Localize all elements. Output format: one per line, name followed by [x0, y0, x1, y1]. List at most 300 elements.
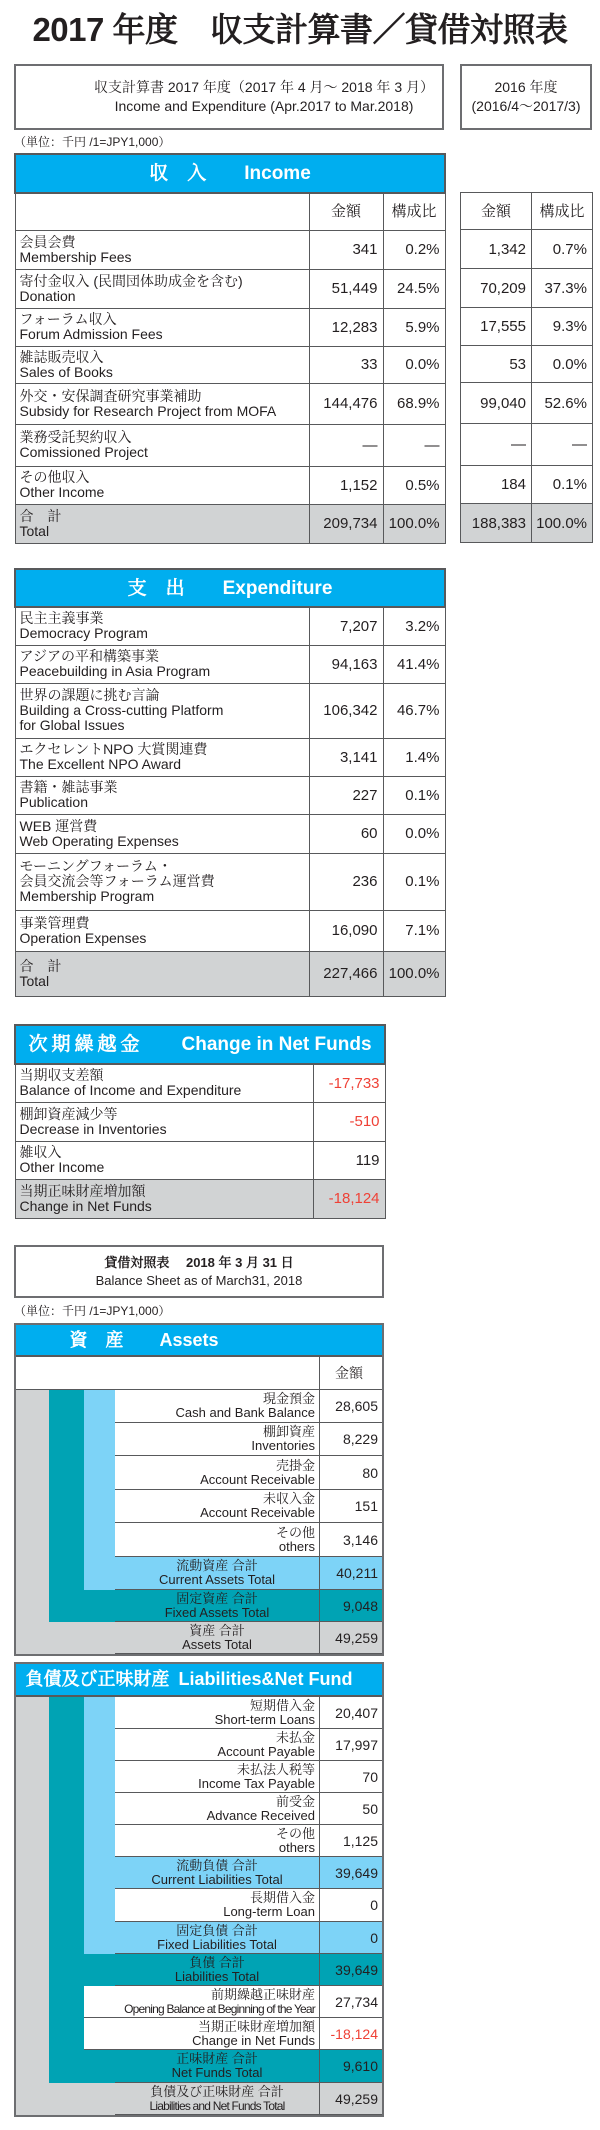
income-title-bar	[15, 154, 445, 193]
balance-label-en: others	[278, 1839, 315, 1855]
income-ratio: 24.5%	[383, 269, 445, 308]
indent-band	[84, 1390, 115, 1423]
indent-band	[49, 1729, 84, 1761]
balance-label-jp: 固定負債 合計	[176, 1922, 258, 1938]
income-title-en: Income	[244, 163, 311, 184]
expenditure-ratio: 41.4%	[383, 645, 445, 683]
prev-amount: 70,209	[461, 269, 532, 308]
indent-band	[16, 1954, 49, 1986]
balance-label	[115, 2083, 319, 2115]
expenditure-label	[15, 814, 309, 853]
income-row	[15, 269, 445, 308]
expenditure-total-row	[15, 951, 445, 996]
balance-amount: 20,407	[319, 1697, 382, 1729]
balance-label-en: Net Funds Total	[171, 2065, 263, 2080]
prev-amount: 53	[461, 346, 532, 383]
balance-label	[115, 1523, 319, 1557]
indent-band	[49, 1490, 84, 1523]
indent-band	[16, 1590, 49, 1622]
prev-ratio: 0.0%	[532, 346, 593, 383]
indent-band	[16, 1423, 49, 1456]
balance-label	[115, 1761, 319, 1793]
income-prev-row	[461, 424, 593, 466]
prev-ratio: —	[532, 424, 593, 466]
balance-label-jp: 未払法人税等	[236, 1761, 315, 1777]
income-amount: 33	[309, 346, 383, 383]
prev-ratio: 0.7%	[532, 230, 593, 269]
prev-amount: 17,555	[461, 308, 532, 346]
balance-amount: 49,259	[319, 2083, 382, 2115]
balance-label	[115, 1590, 319, 1622]
assets-table	[14, 1323, 384, 1656]
income-label-jp: 雑誌販売収入	[19, 348, 104, 365]
balance-label-jp: その他	[275, 1825, 315, 1841]
balance-amount: 50	[319, 1793, 382, 1825]
indent-band	[49, 1697, 84, 1729]
indent-band	[49, 1922, 84, 1954]
col-ratio: 構成比	[383, 193, 445, 230]
balance-label	[115, 1557, 319, 1590]
net-funds-total-row	[15, 1179, 385, 1218]
income-prev-row	[461, 346, 593, 383]
income-total-label-en: Total	[19, 522, 50, 539]
net-funds-amount: -510	[313, 1102, 385, 1141]
income-label	[15, 308, 309, 346]
balance-row-item	[16, 1729, 382, 1761]
indent-band	[49, 1857, 84, 1889]
expenditure-row	[15, 814, 445, 853]
prev-amount: 1,342	[461, 230, 532, 269]
balance-amount: 17,997	[319, 1729, 382, 1761]
expenditure-label-en: Peacebuilding in Asia Program	[19, 663, 211, 679]
expenditure-label-en: The Excellent NPO Award	[19, 756, 182, 772]
expenditure-row	[15, 645, 445, 683]
expenditure-label	[15, 645, 309, 683]
balance-sheet-title-en: Balance Sheet as of March31, 2018	[95, 1272, 303, 1288]
income-label-jp: 会員会費	[19, 233, 76, 250]
expenditure-label-jp: WEB 運営費	[19, 817, 98, 834]
income-label-en: Subsidy for Research Project from MOFA	[19, 402, 277, 419]
indent-band	[16, 2083, 49, 2115]
net-funds-label	[15, 1102, 313, 1141]
balance-row-net-item	[16, 1986, 382, 2018]
income-statement-header	[14, 64, 444, 130]
income-prev-row	[461, 230, 593, 269]
indent-band	[84, 1697, 115, 1729]
expenditure-total-label	[15, 951, 309, 996]
net-funds-label-jp: 棚卸資産減少等	[19, 1105, 118, 1122]
expenditure-label	[15, 683, 309, 738]
balance-amount: 8,229	[319, 1423, 382, 1456]
income-total-label-jp: 合 計	[19, 507, 62, 524]
balance-row-item	[16, 1390, 382, 1423]
balance-amount: 39,649	[319, 1857, 382, 1889]
net-funds-table	[14, 1024, 386, 1219]
balance-row-item	[16, 1825, 382, 1857]
balance-label-en: Current Liabilities Total	[151, 1871, 283, 1887]
balance-row-lb-total	[16, 1557, 382, 1590]
balance-label-en: Inventories	[251, 1438, 315, 1453]
balance-row-item	[16, 1490, 382, 1523]
income-amount: 341	[309, 230, 383, 269]
income-label-jp: 外交・安保調査研究事業補助	[19, 387, 202, 404]
balance-label-en: Change in Net Funds	[192, 2032, 315, 2048]
balance-row-grand	[16, 2083, 382, 2115]
balance-amount: 40,211	[319, 1557, 382, 1590]
balance-sheet-header	[14, 1245, 384, 1298]
prev-total-ratio: 100.0%	[532, 504, 593, 543]
balance-label-jp: 正味財産 合計	[176, 2051, 258, 2066]
indent-band	[16, 1986, 49, 2018]
indent-band	[16, 1761, 49, 1793]
balance-label-jp: 現金預金	[262, 1391, 315, 1406]
income-amount: 12,283	[309, 308, 383, 346]
balance-amount: 80	[319, 1456, 382, 1490]
income-amount: 144,476	[309, 383, 383, 424]
expenditure-label-en: Building a Cross-cutting Platform	[19, 702, 224, 718]
indent-band	[16, 1490, 49, 1523]
income-ratio: 0.5%	[383, 466, 445, 504]
indent-band	[16, 1456, 49, 1490]
income-label	[15, 269, 309, 308]
expenditure-amount: 227	[309, 776, 383, 814]
income-ratio: 68.9%	[383, 383, 445, 424]
expenditure-label	[15, 607, 309, 645]
expenditure-amount: 16,090	[309, 910, 383, 951]
income-total-ratio: 100.0%	[383, 504, 445, 543]
indent-band	[16, 1889, 49, 1922]
expenditure-label-en: Membership Program	[19, 888, 155, 904]
income-title-jp: 収 入	[149, 163, 207, 184]
balance-label-en: Account Payable	[217, 1743, 315, 1759]
indent-band	[49, 2083, 84, 2115]
balance-row-grand	[16, 1622, 382, 1654]
indent-band	[16, 1825, 49, 1857]
net-funds-label	[15, 1064, 313, 1102]
indent-band	[84, 2050, 115, 2083]
prev-amount: 99,040	[461, 383, 532, 424]
balance-label	[115, 1697, 319, 1729]
indent-band	[49, 1825, 84, 1857]
income-prev-row	[461, 269, 593, 308]
balance-label-jp: 固定資産 合計	[176, 1590, 258, 1606]
income-row	[15, 383, 445, 424]
balance-row-lb-total	[16, 1857, 382, 1889]
balance-label-en: Cash and Bank Balance	[175, 1405, 315, 1420]
indent-band	[84, 1557, 115, 1590]
expenditure-label-en: Web Operating Expenses	[19, 832, 179, 849]
balance-label	[115, 1793, 319, 1825]
indent-band	[16, 1793, 49, 1825]
expenditure-row	[15, 683, 445, 738]
balance-label	[115, 1954, 319, 1986]
income-ratio: 5.9%	[383, 308, 445, 346]
balance-label-en: others	[278, 1538, 315, 1554]
balance-label-en: Current Assets Total	[158, 1572, 276, 1587]
income-total-label	[15, 504, 309, 543]
liabilities-title-jp: 負債及び正味財産	[25, 1669, 170, 1689]
prev-col-ratio: 構成比	[532, 193, 593, 230]
balance-label-en: Income Tax Payable	[198, 1775, 315, 1791]
net-funds-title-bar	[15, 1025, 385, 1064]
expenditure-table	[14, 568, 446, 997]
indent-band	[84, 1889, 115, 1922]
indent-band	[16, 2018, 49, 2050]
balance-label-en: Fixed Liabilities Total	[157, 1936, 277, 1952]
prev-col-amount: 金額	[461, 193, 532, 230]
balance-label-en: Long-term Loan	[223, 1904, 315, 1919]
indent-band	[84, 1825, 115, 1857]
indent-band	[49, 1557, 84, 1590]
income-label	[15, 230, 309, 269]
indent-band	[16, 1729, 49, 1761]
balance-label-jp: 未払金	[275, 1729, 315, 1745]
balance-label-jp: 負債 合計	[189, 1954, 245, 1970]
net-funds-label	[15, 1141, 313, 1179]
indent-band	[84, 1456, 115, 1490]
income-prev-year-table	[460, 192, 593, 543]
expenditure-row	[15, 607, 445, 645]
income-prev-row	[461, 383, 593, 424]
expenditure-row	[15, 776, 445, 814]
income-label	[15, 383, 309, 424]
expenditure-ratio: 0.0%	[383, 814, 445, 853]
net-funds-label-en: Change in Net Funds	[19, 1197, 152, 1214]
income-amount: 1,152	[309, 466, 383, 504]
balance-label-jp: 売掛金	[275, 1457, 315, 1473]
indent-band	[49, 1622, 84, 1654]
liabilities-title-bar	[16, 1664, 382, 1697]
balance-row-item	[16, 1523, 382, 1557]
balance-amount: 151	[319, 1490, 382, 1523]
balance-label	[115, 2050, 319, 2083]
prev-ratio: 0.1%	[532, 466, 593, 504]
balance-label-jp: 前期繰越正味財産	[210, 1986, 315, 2002]
net-funds-row	[15, 1141, 385, 1179]
balance-label-en: Liabilities Total	[174, 1968, 260, 1984]
prev-ratio: 52.6%	[532, 383, 593, 424]
net-funds-label-en: Other Income	[19, 1159, 105, 1175]
net-funds-label-jp: 当期正味財産増加額	[19, 1182, 146, 1199]
income-label	[15, 466, 309, 504]
prev-year-label: 2016 年度	[494, 79, 558, 95]
indent-band	[84, 1793, 115, 1825]
indent-band	[49, 1889, 84, 1922]
net-funds-title-jp: 次期繰越金	[28, 1034, 144, 1055]
balance-row-teal-total	[16, 2050, 382, 2083]
expenditure-amount: 60	[309, 814, 383, 853]
indent-band	[84, 1857, 115, 1889]
indent-band	[84, 1922, 115, 1954]
balance-label-jp: 棚卸資産	[262, 1424, 315, 1439]
balance-label-jp: 負債及び正味財産 合計	[150, 2083, 284, 2099]
expenditure-title-jp: 支 出	[127, 577, 185, 599]
expenditure-amount: 106,342	[309, 683, 383, 738]
indent-band	[16, 1697, 49, 1729]
balance-label-jp: 長期借入金	[249, 1890, 315, 1905]
indent-band	[84, 1729, 115, 1761]
income-label-jp: その他収入	[19, 469, 90, 485]
indent-band	[49, 1456, 84, 1490]
balance-label	[115, 1390, 319, 1423]
expenditure-title-en: Expenditure	[222, 577, 333, 599]
income-label-en: Membership Fees	[19, 248, 132, 265]
income-label-en: Other Income	[19, 484, 105, 500]
balance-amount: 3,146	[319, 1523, 382, 1557]
assets-title-bar	[16, 1325, 382, 1357]
income-row	[15, 346, 445, 383]
balance-label-jp: 前受金	[275, 1793, 315, 1809]
balance-amount: 1,125	[319, 1825, 382, 1857]
balance-amount: 0	[319, 1889, 382, 1922]
expenditure-ratio: 7.1%	[383, 910, 445, 951]
prev-year-header	[460, 64, 592, 130]
balance-amount: 9,048	[319, 1590, 382, 1622]
balance-label-jp: 流動資産 合計	[176, 1558, 258, 1573]
balance-label-jp: 当期正味財産増加額	[197, 2018, 315, 2034]
balance-label	[115, 1825, 319, 1857]
indent-band	[49, 1986, 84, 2018]
income-label-en: Sales of Books	[19, 363, 113, 380]
expenditure-total-label-jp: 合 計	[19, 957, 62, 974]
expenditure-label-jp: 世界の課題に挑む言論	[19, 687, 160, 703]
indent-band	[84, 1761, 115, 1793]
assets-col-amount: 金額	[319, 1357, 382, 1390]
indent-band	[49, 1761, 84, 1793]
indent-band	[16, 1390, 49, 1423]
balance-sheet-title-jp: 貸借対照表 2018 年 3 月 31 日	[104, 1254, 294, 1270]
assets-title-en: Assets	[159, 1330, 219, 1350]
balance-label-jp: 資産 合計	[189, 1622, 245, 1638]
net-funds-row	[15, 1102, 385, 1141]
balance-label	[115, 1622, 319, 1654]
income-label-en: Donation	[19, 287, 76, 304]
balance-label-en: Short-term Loans	[214, 1711, 315, 1727]
unit-note: （単位：千円 /1=JPY1,000）	[14, 135, 171, 149]
income-amount: —	[309, 424, 383, 466]
assets-header-blank	[16, 1357, 319, 1390]
net-funds-label-en: Balance of Income and Expenditure	[19, 1082, 242, 1099]
balance-label-en: Account Receivable	[200, 1471, 315, 1487]
expenditure-total-ratio: 100.0%	[383, 951, 445, 996]
indent-band	[84, 1523, 115, 1557]
net-funds-label	[15, 1179, 313, 1218]
balance-amount: 49,259	[319, 1622, 382, 1654]
expenditure-label-en: Operation Expenses	[19, 929, 147, 946]
income-table	[14, 153, 446, 544]
balance-row-item	[16, 1761, 382, 1793]
expenditure-label-en: Publication	[19, 794, 88, 810]
balance-row-teal-total	[16, 1954, 382, 1986]
net-funds-amount: -17,733	[313, 1064, 385, 1102]
expenditure-amount: 7,207	[309, 607, 383, 645]
income-label-jp: 業務受託契約収入	[19, 429, 132, 445]
indent-band	[49, 1954, 84, 1986]
indent-band	[16, 2050, 49, 2083]
expenditure-total-amount: 227,466	[309, 951, 383, 996]
expenditure-ratio: 3.2%	[383, 607, 445, 645]
indent-band	[16, 1523, 49, 1557]
expenditure-amount: 236	[309, 853, 383, 910]
prev-amount: —	[461, 424, 532, 466]
net-funds-row	[15, 1064, 385, 1102]
income-prev-row	[461, 466, 593, 504]
income-row	[15, 308, 445, 346]
balance-unit-note: （単位：千円 /1=JPY1,000）	[14, 1304, 171, 1318]
balance-label-jp: 未収入金	[262, 1491, 315, 1506]
balance-label	[115, 1729, 319, 1761]
assets-title-jp: 資 産	[69, 1330, 124, 1350]
indent-band	[84, 1954, 115, 1986]
income-row	[15, 424, 445, 466]
expenditure-row	[15, 853, 445, 910]
balance-row-item	[16, 1889, 382, 1922]
balance-label-jp: その他	[275, 1524, 315, 1540]
income-ratio: —	[383, 424, 445, 466]
balance-row-teal-total	[16, 1590, 382, 1622]
balance-row-lb-total	[16, 1922, 382, 1954]
income-label-jp: 寄付金収入 (民間団体助成金を含む)	[19, 272, 243, 289]
indent-band	[84, 1590, 115, 1622]
balance-amount: 0	[319, 1922, 382, 1954]
income-amount: 51,449	[309, 269, 383, 308]
indent-band	[49, 2050, 84, 2083]
balance-label	[115, 1490, 319, 1523]
balance-row-item	[16, 1793, 382, 1825]
prev-total-amount: 188,383	[461, 504, 532, 543]
balance-row-item	[16, 1697, 382, 1729]
balance-label	[115, 1922, 319, 1954]
balance-label	[84, 1986, 319, 2018]
income-total-row	[15, 504, 445, 543]
liabilities-table	[14, 1662, 384, 2117]
expenditure-label-jp: 事業管理費	[19, 914, 90, 931]
income-prev-row	[461, 308, 593, 346]
balance-amount: -18,124	[319, 2018, 382, 2050]
net-funds-label-jp: 雑収入	[19, 1144, 62, 1160]
income-label-en: Comissioned Project	[19, 444, 148, 460]
expenditure-ratio: 0.1%	[383, 776, 445, 814]
indent-band	[84, 1622, 115, 1654]
expenditure-label-jp: 民主主義事業	[19, 610, 104, 627]
prev-year-period: (2016/4～2017/3)	[471, 98, 581, 114]
net-funds-label-en: Decrease in Inventories	[19, 1120, 167, 1137]
income-label	[15, 346, 309, 383]
expenditure-total-label-en: Total	[19, 972, 50, 989]
income-total-amount: 209,734	[309, 504, 383, 543]
net-funds-title-en: Change in Net Funds	[181, 1034, 372, 1055]
expenditure-label	[15, 776, 309, 814]
expenditure-amount: 3,141	[309, 738, 383, 776]
expenditure-ratio: 0.1%	[383, 853, 445, 910]
liabilities-title-en: Liabilities&Net Fund	[178, 1669, 353, 1689]
income-ratio: 0.0%	[383, 346, 445, 383]
expenditure-ratio: 1.4%	[383, 738, 445, 776]
income-row	[15, 230, 445, 269]
balance-label-jp: 短期借入金	[249, 1697, 315, 1713]
indent-band	[49, 1793, 84, 1825]
balance-amount: 9,610	[319, 2050, 382, 2083]
expenditure-row	[15, 910, 445, 951]
balance-amount: 27,734	[319, 1986, 382, 2018]
income-prev-total-row	[461, 504, 593, 543]
net-funds-label-jp: 当期収支差額	[19, 1067, 104, 1084]
expenditure-label	[15, 910, 309, 951]
balance-row-item	[16, 1423, 382, 1456]
expenditure-label-jp: アジアの平和構築事業	[19, 648, 159, 664]
indent-band	[49, 1423, 84, 1456]
indent-band	[84, 1423, 115, 1456]
